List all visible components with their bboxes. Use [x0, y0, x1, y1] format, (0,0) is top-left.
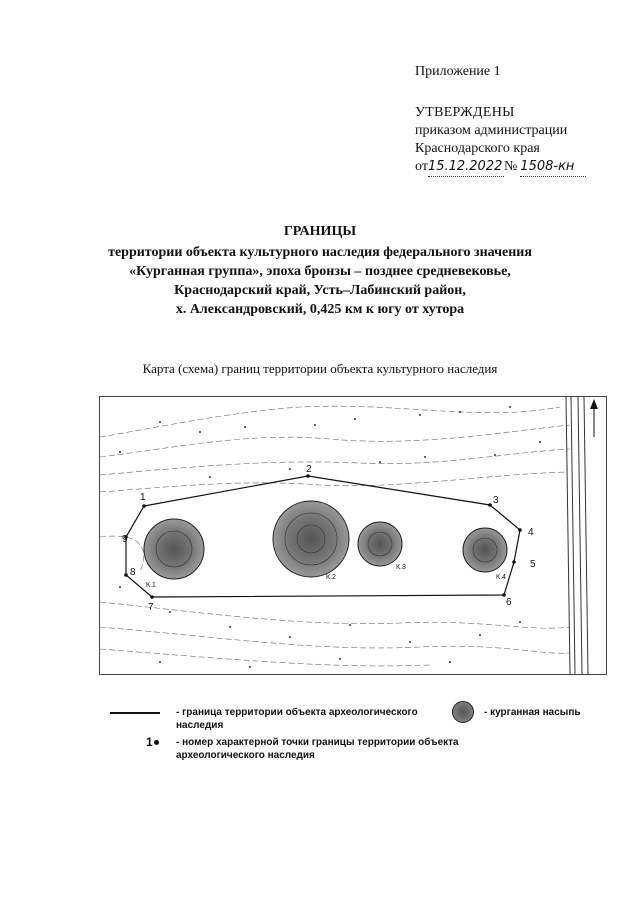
mound-label-3: К.3: [396, 564, 406, 571]
legend-point-symbol: [146, 736, 159, 749]
point-label-8: 8: [130, 567, 136, 578]
mound-3: [358, 522, 402, 566]
road: [566, 397, 588, 674]
point-label-6: 6: [506, 597, 512, 608]
title-line-2: «Курганная группа», эпоха бронзы – позднее средневековье,: [129, 264, 511, 279]
point-label-7: 7: [148, 602, 154, 613]
date-number-line: [415, 158, 586, 177]
point-label-5: 5: [530, 559, 536, 570]
legend-boundary-line-icon: [110, 712, 160, 714]
legend-point-text: [176, 736, 506, 762]
legend-point-line1: - номер характерной точки границы территории объекта: [176, 737, 459, 748]
title-heading: ГРАНИЦЫ: [283, 224, 357, 239]
point-label-9: 9: [122, 534, 128, 545]
mound-1: [144, 519, 204, 579]
date-prefix: от: [415, 159, 428, 174]
legend: [110, 700, 610, 770]
approved-heading: УТВЕРЖДЕНЫ: [415, 105, 515, 120]
mound-2: [273, 501, 349, 577]
number-prefix: №: [503, 159, 518, 174]
mound-label-2: К.2: [326, 574, 336, 581]
order-line-1: приказом администрации: [415, 123, 568, 138]
title-line-3: Краснодарский край, Усть–Лабинский район,: [174, 283, 466, 298]
number-value: 1508-кн: [520, 158, 586, 177]
title-line-4: х. Александровский, 0,425 км к югу от хутора: [175, 302, 465, 317]
title-line-1: территории объекта культурного наследия федерального значения: [108, 245, 532, 260]
point-label-1: 1: [140, 492, 146, 503]
approval-block: [415, 104, 586, 177]
north-arrow-icon: [590, 399, 598, 437]
mound-4: [463, 528, 507, 572]
order-line-2: Краснодарского края: [415, 141, 540, 156]
legend-point-line2: археологического наследия: [176, 750, 315, 761]
legend-boundary-line1: - граница территории объекта археологического: [176, 707, 418, 718]
legend-boundary-text: [176, 706, 446, 732]
boundary-map: [99, 396, 607, 675]
date-value: 15.12.2022: [428, 158, 504, 177]
point-label-4: 4: [528, 527, 534, 538]
map-caption: Карта (схема) границ территории объекта культурного наследия: [142, 361, 498, 376]
mound-label-4: К.4: [496, 574, 506, 581]
legend-boundary-line2: наследия: [176, 720, 224, 731]
point-label-2: 2: [306, 464, 312, 475]
document-title: [60, 222, 580, 319]
point-dot-icon: [154, 740, 159, 745]
legend-mound-icon: [452, 701, 474, 723]
mound-label-1: К.1: [146, 582, 156, 589]
point-label-3: 3: [493, 495, 499, 506]
attachment-label: Приложение 1: [415, 64, 501, 79]
legend-point-number: 1: [146, 735, 153, 749]
legend-mound-text: - курганная насыпь: [484, 707, 581, 718]
